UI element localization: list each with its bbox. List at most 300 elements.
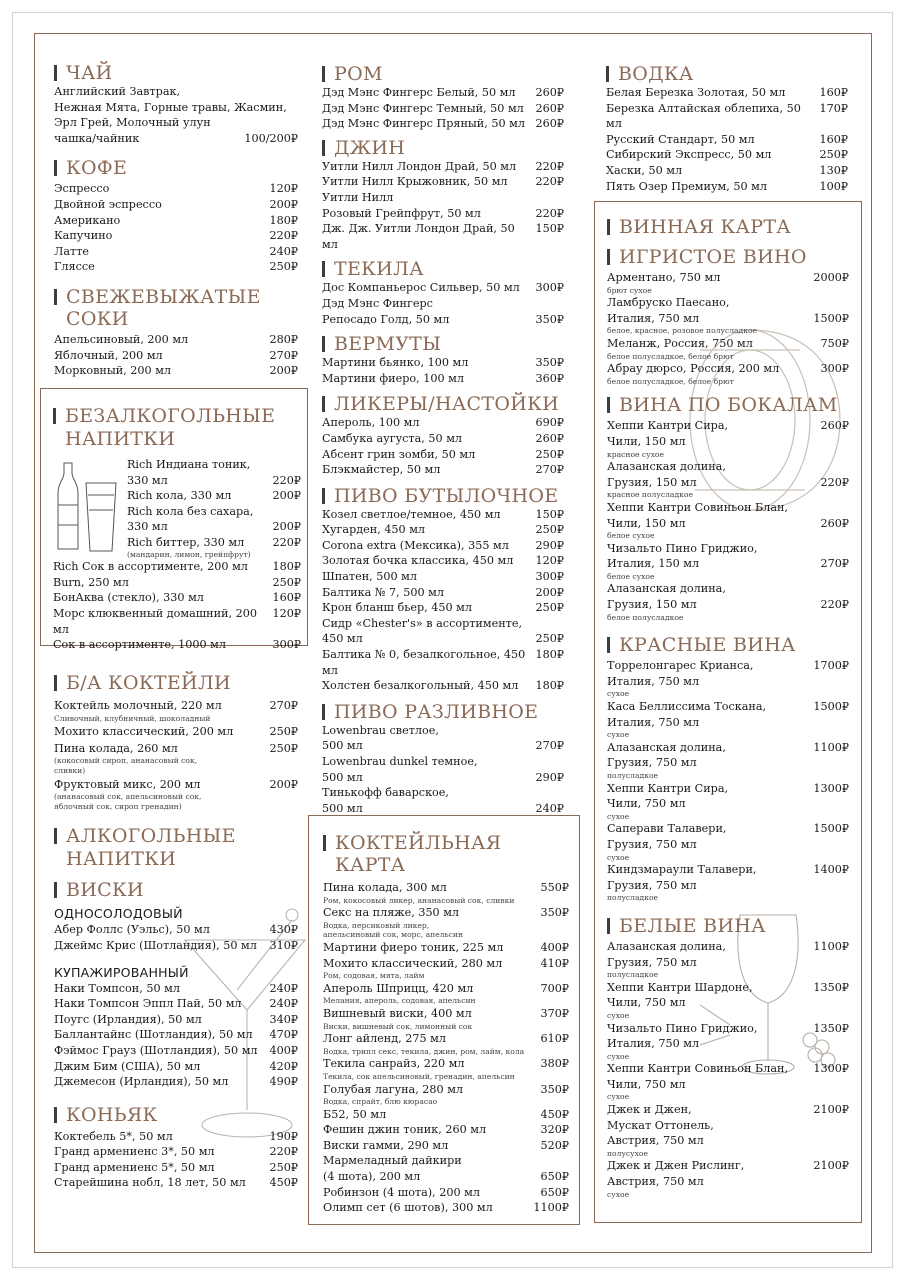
menu-item (322, 371, 564, 387)
menu-item (607, 862, 849, 893)
item-price: 250₽ (819, 148, 848, 162)
item-price: 290₽ (535, 770, 564, 784)
tea-line: чашка/чайник 100/200₽ (54, 131, 298, 145)
item-name: Холстен безалкогольный, 450 мл (322, 679, 519, 693)
red-wine-title: КРАСНЫЕ ВИНА (607, 634, 849, 656)
menu-item (127, 488, 301, 504)
item-name: Апероль, 100 мл (322, 416, 420, 430)
item-name: Белая Березка Золотая, 50 мл (606, 86, 786, 99)
item-price: 350₽ (540, 906, 569, 920)
juice-section (54, 286, 298, 379)
item-name: Текила санрайз, 220 мл (323, 1057, 465, 1071)
single-malt-subtitle: ОДНОСОЛОДОВЫЙ (54, 906, 183, 922)
menu-item (322, 569, 564, 585)
item-price: 220₽ (272, 535, 301, 549)
item-name: Мохито классический, 280 мл (323, 956, 503, 970)
left-column-lower (54, 672, 298, 1191)
item-price: 120₽ (269, 182, 298, 196)
item-name: Сибирский Экспресс, 50 мл (606, 148, 772, 162)
menu-item (322, 507, 564, 523)
menu-item (606, 163, 848, 179)
menu-item (607, 980, 849, 1011)
item-price: 220₽ (269, 1145, 298, 1159)
item-description: белое полусладкое, белое брют (607, 351, 734, 361)
item-price: 420₽ (269, 1059, 298, 1073)
item-price: 180₽ (269, 213, 298, 227)
item-price: 180₽ (535, 648, 564, 662)
item-name: Балтика № 0, безалкогольное, 450 мл (322, 648, 526, 677)
item-name: Rich Индиана тоник, 330 мл (127, 458, 251, 487)
item-price: 350₽ (535, 312, 564, 326)
item-name: Березка Алтайская облепиха, 50 мл (606, 101, 801, 131)
menu-item (54, 228, 298, 244)
sparkling-title: ИГРИСТОЕ ВИНО (607, 246, 849, 268)
menu-item (606, 85, 848, 101)
item-description: белое сухое (607, 531, 655, 541)
item-price: 1500₽ (813, 822, 849, 836)
item-price: 400₽ (540, 940, 569, 954)
menu-item (322, 190, 564, 221)
menu-item (322, 296, 564, 327)
item-name: Алазанская долина, Грузия, 750 мл (607, 939, 726, 969)
item-price: 1100₽ (813, 740, 849, 754)
item-description: сухое (607, 1092, 630, 1102)
tea-section (54, 62, 298, 146)
item-name: Абрау дюрсо, Россия, 200 мл (607, 362, 780, 376)
bottled-beer-title: ПИВО БУТЫЛОЧНОЕ (322, 485, 564, 507)
item-name: Саперави Талавери, Грузия, 750 мл (607, 822, 727, 851)
item-name: Хугарден, 450 мл (322, 523, 426, 537)
item-price: 1300₽ (813, 1062, 849, 1076)
item-name: Алазанская долина, Грузия, 150 мл (607, 460, 726, 489)
item-name: Джеймс Крис (Шотландия), 50 мл (54, 938, 257, 952)
item-description: сухое (607, 689, 630, 699)
item-price: 300₽ (272, 638, 301, 652)
item-name: Старейшина нобл, 18 лет, 50 мл (54, 1176, 246, 1190)
item-price: 320₽ (540, 1123, 569, 1137)
item-name: Алазанская долина, Грузия, 150 мл (607, 582, 726, 612)
item-name: Дэд Мэнс Фингерс Репосадо Голд, 50 мл (322, 296, 450, 326)
item-price: 160₽ (819, 86, 848, 99)
menu-item (54, 724, 298, 740)
item-price: 200₽ (535, 585, 564, 599)
item-price: 220₽ (820, 475, 849, 489)
item-name: Козел светлое/темное, 450 мл (322, 507, 501, 521)
item-name: Виски гамми, 290 мл (323, 1138, 449, 1152)
item-price: 350₽ (535, 356, 564, 370)
item-name: Фэймос Грауз (Шотландия), 50 мл (54, 1043, 258, 1057)
item-name: Коктейль молочный, 220 мл (54, 699, 222, 712)
middle-column (322, 63, 564, 816)
menu-item (53, 637, 301, 653)
soft-title: БЕЗАЛКОГОЛЬНЫЕ НАПИТКИ (53, 405, 301, 451)
item-price: 520₽ (540, 1138, 569, 1152)
item-price: 470₽ (269, 1028, 298, 1042)
item-price: 190₽ (269, 1129, 298, 1143)
menu-item (323, 1153, 569, 1184)
right-column (606, 63, 848, 194)
menu-item (322, 355, 564, 371)
menu-item (322, 116, 564, 132)
item-price: 220₽ (535, 175, 564, 189)
item-name: Баллантайнс (Шотландия), 50 мл (54, 1028, 253, 1042)
menu-item (607, 939, 849, 970)
item-name: Абсент грин зомби, 50 мл (322, 447, 476, 461)
item-name: Мартини фиеро, 100 мл (322, 371, 464, 385)
item-description: сухое (607, 1189, 630, 1199)
cognac-section (54, 1104, 298, 1191)
item-price: 1400₽ (813, 863, 849, 877)
menu-item (607, 500, 849, 531)
item-name: Сидр «Chester's» в ассортименте, 450 мл (322, 616, 523, 646)
bottled-beer-section (322, 485, 564, 694)
item-name: Мартини фиеро тоник, 225 мл (323, 940, 504, 954)
item-description: Виски, вишневый сок, лимонный сок (323, 1021, 473, 1031)
item-name: Апероль Шприцц, 420 мл (323, 981, 474, 995)
menu-item (54, 1043, 298, 1059)
menu-item (607, 781, 849, 812)
item-name: Арментано, 750 мл (607, 271, 721, 284)
item-price: 220₽ (272, 473, 301, 487)
item-price: 220₽ (820, 598, 849, 612)
item-price: 290₽ (535, 538, 564, 552)
menu-item (54, 213, 298, 229)
item-name: Rich кола, 330 мл (127, 489, 232, 503)
white-wine-title: БЕЛЫЕ ВИНА (607, 915, 849, 937)
menu-item (54, 698, 298, 714)
item-price: 650₽ (540, 1170, 569, 1184)
wine-title: ВИННАЯ КАРТА (607, 216, 849, 238)
item-description: (кокосовый сироп, ананасовый сок, сливки) (54, 756, 198, 775)
item-price: 260₽ (535, 117, 564, 131)
menu-item (54, 348, 298, 364)
item-price: 260₽ (535, 101, 564, 115)
by-glass-title: ВИНА ПО БОКАЛАМ (607, 394, 849, 416)
item-description: сухое (607, 730, 630, 740)
item-description: Ром, кокосовый ликер, ананасовый сок, сливки (323, 895, 515, 905)
menu-item (323, 1056, 569, 1072)
item-price: 650₽ (540, 1185, 569, 1199)
item-name: Американо (54, 213, 121, 227)
item-name: Голубая лагуна, 280 мл (323, 1082, 464, 1096)
menu-item (322, 678, 564, 694)
item-name: Гранд армениенс 3*, 50 мл (54, 1145, 215, 1159)
item-price: 260₽ (820, 419, 849, 433)
item-price: 1500₽ (813, 700, 849, 714)
item-name: Олимп сет (6 шотов), 300 мл (323, 1201, 493, 1215)
menu-item (607, 418, 849, 449)
menu-item (54, 197, 298, 213)
item-description: сухое (607, 811, 630, 821)
menu-item (606, 132, 848, 148)
menu-item (322, 101, 564, 117)
item-name: Наки Томпсон, 50 мл (54, 981, 180, 995)
menu-item (322, 221, 564, 252)
blended-subtitle: КУПАЖИРОВАННЫЙ (54, 964, 189, 980)
item-price: 200₽ (272, 520, 301, 534)
item-description: сухое (607, 852, 630, 862)
item-price: 250₽ (269, 260, 298, 274)
menu-item (607, 1021, 849, 1052)
rum-title: РОМ (322, 63, 564, 85)
item-description: Ром, содовая, мята, лайм (323, 971, 425, 981)
item-name: Крон бланш бьер, 450 мл (322, 601, 472, 615)
item-price: 250₽ (269, 1160, 298, 1174)
menu-item (323, 981, 569, 997)
draft-beer-section (322, 701, 564, 817)
item-description: белое полусладкое (607, 612, 684, 622)
item-price: 690₽ (535, 416, 564, 430)
tequila-title: ТЕКИЛА (322, 258, 564, 280)
item-name: Rich Сок в ассортименте, 200 мл (53, 560, 248, 574)
item-name: Lowenbrau dunkel темное, 500 мл (322, 755, 478, 784)
item-price: 280₽ (269, 332, 298, 346)
item-description: красное полусладкое (607, 490, 693, 500)
menu-item (54, 244, 298, 260)
item-name: БонАква (стекло), 330 мл (53, 591, 204, 605)
menu-item (54, 1074, 298, 1090)
item-name: Гляссе (54, 260, 95, 274)
item-description: полусладкое (607, 893, 659, 903)
item-price: 270₽ (535, 463, 564, 477)
item-name: Пина колада, 260 мл (54, 741, 178, 755)
menu-item (322, 647, 564, 678)
item-price: 180₽ (535, 679, 564, 693)
menu-item (323, 1200, 569, 1216)
item-description: (ананасовый сок, апельсиновый сок, яблочный сок, сироп гренадин) (54, 792, 202, 811)
gin-title: ДЖИН (322, 137, 564, 159)
item-price: 1300₽ (813, 781, 849, 795)
item-price: 2100₽ (813, 1103, 849, 1117)
item-price: 240₽ (269, 981, 298, 995)
menu-item (323, 1031, 569, 1047)
menu-item (607, 1061, 849, 1092)
bitter-flavors-note: (мандарин, лимон, грейпфрут) (127, 549, 251, 559)
item-name: Капучино (54, 229, 113, 243)
menu-item (322, 785, 564, 816)
item-price: 160₽ (819, 132, 848, 146)
menu-item (607, 1102, 849, 1149)
vodka-section (606, 63, 848, 194)
mocktails-section (54, 672, 298, 811)
menu-item (53, 606, 301, 637)
item-name: Самбука аугуста, 50 мл (322, 431, 463, 445)
item-name: Джим Бим (США), 50 мл (54, 1059, 201, 1073)
alcohol-title: АЛКОГОЛЬНЫЕ НАПИТКИ (54, 825, 298, 871)
item-price: 380₽ (540, 1057, 569, 1071)
item-price: 610₽ (540, 1032, 569, 1046)
item-price: 350₽ (540, 1082, 569, 1096)
item-price: 370₽ (540, 1006, 569, 1020)
menu-item (607, 295, 849, 326)
item-price: 150₽ (535, 222, 564, 236)
item-name: Латте (54, 244, 90, 258)
menu-item (127, 457, 301, 488)
item-price: 2100₽ (813, 1159, 849, 1173)
item-name: Б52, 50 мл (323, 1107, 387, 1121)
vermouth-section (322, 333, 564, 386)
item-name: Меланж, Россия, 750 мл (607, 336, 753, 350)
draft-beer-title: ПИВО РАЗЛИВНОЕ (322, 701, 564, 723)
item-price: 550₽ (540, 881, 569, 894)
item-price: 250₽ (535, 523, 564, 537)
item-name: Сок в ассортименте, 1000 мл (53, 638, 226, 652)
item-name: Торрелонгарес Крианса, Италия, 750 мл (607, 659, 754, 688)
item-price: 200₽ (269, 777, 298, 791)
item-name: Дж. Дж. Уитли Лондон Драй, 50 мл (322, 222, 515, 251)
item-price: 410₽ (540, 956, 569, 970)
menu-item (323, 1107, 569, 1123)
item-price: 300₽ (820, 362, 849, 376)
item-price: 450₽ (540, 1107, 569, 1121)
item-price: 220₽ (535, 206, 564, 220)
item-name: Киндзмараули Талавери, Грузия, 750 мл (607, 863, 757, 892)
menu-item (607, 270, 849, 286)
vodka-title: ВОДКА (606, 63, 848, 85)
menu-item (607, 336, 849, 352)
item-price: 260₽ (535, 431, 564, 445)
item-name: Каса Беллиссима Тоскана, Италия, 750 мл (607, 700, 767, 729)
item-name: Блэкмайстер, 50 мл (322, 463, 441, 477)
item-price: 490₽ (269, 1075, 298, 1089)
menu-item (607, 459, 849, 490)
item-name: Гранд армениенс 5*, 50 мл (54, 1160, 215, 1174)
menu-item (322, 415, 564, 431)
item-description: Текила, сок апельсиновый, гренадин, апельсин (323, 1071, 515, 1081)
item-name: Русский Стандарт, 50 мл (606, 132, 755, 146)
item-price: 150₽ (535, 507, 564, 521)
item-price: 240₽ (535, 801, 564, 815)
item-description: Водка, персиковый ликер, апельсиновый сок, морс, апельсин (323, 920, 464, 940)
menu-item (323, 880, 569, 896)
item-price: 250₽ (269, 725, 298, 739)
item-description: красное сухое (607, 449, 664, 459)
item-name: Хеппи Кантри Сира, Чили, 150 мл (607, 419, 729, 448)
item-price: 180₽ (272, 560, 301, 574)
item-name: Морс клюквенный домашний, 200 мл (53, 606, 257, 636)
menu-item (606, 147, 848, 163)
menu-item (322, 431, 564, 447)
item-description: белое полусладкое, белое брют (607, 376, 734, 386)
menu-item (54, 938, 298, 954)
item-price: 220₽ (535, 159, 564, 173)
item-price: 260₽ (820, 516, 849, 530)
menu-item (322, 174, 564, 190)
item-price: 250₽ (535, 632, 564, 646)
cocktail-title: КОКТЕЙЛЬНАЯ КАРТА (323, 832, 569, 876)
item-name: Наки Томпсон Эппл Пай, 50 мл (54, 997, 242, 1011)
item-price: 1700₽ (813, 659, 849, 673)
menu-item (54, 981, 298, 997)
menu-item (322, 447, 564, 463)
item-price: 430₽ (269, 923, 298, 937)
item-name: Corona extra (Мексика), 355 мл (322, 538, 509, 552)
item-price: 400₽ (269, 1043, 298, 1057)
item-description: полусухое (607, 1148, 648, 1158)
item-name: Коктебель 5*, 50 мл (54, 1129, 173, 1143)
item-description: полусладкое (607, 970, 659, 980)
menu-item (607, 361, 849, 377)
tequila-section (322, 258, 564, 327)
item-description: сухое (607, 1010, 630, 1020)
menu-item (54, 1175, 298, 1191)
cocktail-box (314, 821, 586, 1231)
item-name: Вишневый виски, 400 мл (323, 1006, 472, 1020)
menu-item (607, 541, 849, 572)
item-name: Тинькофф баварское, 500 мл (322, 786, 449, 815)
menu-item (54, 1059, 298, 1075)
item-name: Робинзон (4 шота), 200 мл (323, 1185, 480, 1199)
menu-item (606, 179, 848, 195)
item-price: 250₽ (269, 741, 298, 755)
menu-item (322, 553, 564, 569)
menu-item (322, 159, 564, 175)
menu-item (322, 600, 564, 616)
menu-item (323, 956, 569, 972)
item-price: 1350₽ (813, 980, 849, 994)
menu-item (127, 504, 301, 535)
menu-item (322, 85, 564, 101)
item-name: Мартини бьянко, 100 мл (322, 356, 469, 370)
item-name: Джемесон (Ирландия), 50 мл (54, 1075, 229, 1089)
item-price: 700₽ (540, 981, 569, 995)
item-price: 1100₽ (813, 939, 849, 953)
item-name: Хаски, 50 мл (606, 163, 683, 177)
item-name: Пина колада, 300 мл (323, 881, 447, 894)
item-description: белое, красное, розовое полусладкое (607, 326, 758, 336)
item-price: 360₽ (535, 371, 564, 385)
item-name: Уитли Нилл Лондон Драй, 50 мл (322, 159, 517, 173)
menu-item (322, 585, 564, 601)
menu-item (322, 522, 564, 538)
item-price: 260₽ (535, 86, 564, 99)
menu-item (54, 741, 298, 757)
menu-item (323, 1082, 569, 1098)
menu-item (127, 535, 301, 551)
item-price: 250₽ (535, 447, 564, 461)
tea-line: Английский Завтрак, (54, 85, 181, 98)
rum-section (322, 63, 564, 132)
item-price: 250₽ (272, 575, 301, 589)
item-name: Lowenbrau светлое, 500 мл (322, 723, 439, 753)
menu-item (607, 821, 849, 852)
coffee-title: КОФЕ (54, 157, 298, 179)
item-name: Хеппи Кантри Шардоне, Чили, 750 мл (607, 980, 753, 1010)
item-name: Ламбруско Паесано, Италия, 750 мл (607, 296, 730, 325)
item-name: Апельсиновый, 200 мл (54, 332, 189, 346)
item-price: 450₽ (269, 1176, 298, 1190)
menu-item (54, 1129, 298, 1145)
item-name: Пять Озер Премиум, 50 мл (606, 179, 767, 193)
item-price: 1100₽ (533, 1201, 569, 1215)
item-price: 300₽ (535, 281, 564, 295)
menu-item (54, 332, 298, 348)
menu-item (323, 905, 569, 921)
item-name: Rich кола без сахара, 330 мл (127, 504, 254, 534)
menu-item (322, 538, 564, 554)
item-description: полусладкое (607, 771, 659, 780)
item-description: Мелания, апероль, содовая, апельсин (323, 996, 476, 1006)
item-name: Дэд Мэнс Фингерс Пряный, 50 мл (322, 117, 525, 131)
item-name: Джек и Джен Рислинг, Австрия, 750 мл (607, 1159, 745, 1189)
menu-item (53, 559, 301, 575)
item-description: белое сухое (607, 571, 655, 581)
cognac-title: КОНЬЯК (54, 1104, 298, 1126)
item-description: Водка, спрайт, блю кюрасао (323, 1097, 438, 1107)
item-description: Водка, трипл секс, текила, джин, ром, лайм, кола (323, 1046, 525, 1056)
item-price: 100₽ (819, 179, 848, 193)
menu-item (607, 581, 849, 612)
